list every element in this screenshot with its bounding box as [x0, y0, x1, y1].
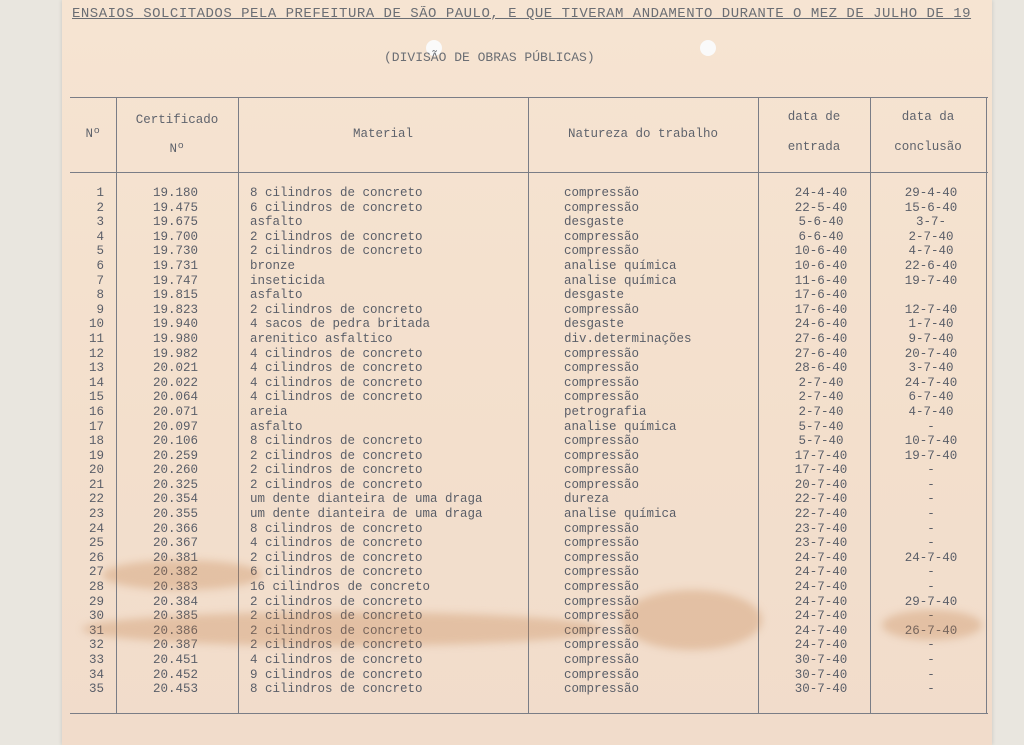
table-row: [70, 376, 988, 391]
conclusion-date: 9-7-40: [908, 331, 954, 346]
material-cell: 4 cilindros de concreto: [250, 375, 423, 390]
nature-cell: compressão: [564, 434, 640, 449]
material-cell: asfalto: [250, 288, 303, 303]
row-number: 16: [88, 404, 104, 419]
entry-date: 24-7-40: [794, 638, 848, 653]
certificate-number: 20.384: [152, 594, 198, 609]
certificate-number: 20.260: [152, 463, 198, 478]
nature-cell: compressão: [564, 667, 640, 682]
material-cell: asfalto: [250, 215, 303, 230]
entry-date: 24-7-40: [794, 550, 848, 565]
row-number: 21: [88, 477, 104, 492]
paper-stain: [622, 590, 762, 650]
nature-cell: compressão: [564, 623, 640, 638]
conclusion-date: 29-7-40: [904, 594, 958, 609]
row-number: 1: [96, 186, 104, 200]
table-row: [70, 332, 988, 347]
table-row: [70, 230, 988, 245]
certificate-number: 20.385: [152, 609, 198, 624]
row-number: 4: [96, 229, 104, 244]
certificate-number: 19.700: [152, 229, 198, 244]
row-number: 9: [96, 302, 104, 317]
table-row: [70, 595, 988, 610]
entry-date: 6-6-40: [798, 229, 844, 244]
material-cell: 4 cilindros de concreto: [250, 346, 423, 361]
material-cell: 4 cilindros de concreto: [250, 361, 423, 376]
conclusion-date: -: [927, 419, 935, 434]
table-row: [70, 507, 988, 522]
certificate-number: 20.451: [152, 653, 198, 667]
nature-cell: compressão: [564, 580, 640, 595]
nature-cell: compressão: [564, 609, 640, 624]
table-row: [70, 478, 988, 493]
nature-cell: compressão: [564, 463, 640, 478]
conclusion-date: -: [927, 521, 935, 536]
row-number: 28: [88, 580, 104, 595]
table-row: [70, 186, 988, 201]
nature-cell: compressão: [564, 229, 640, 244]
column-header-nature: Natureza do trabalho: [567, 127, 719, 141]
table-row: [70, 449, 988, 464]
nature-cell: compressão: [564, 448, 640, 463]
paper-stain: [82, 612, 602, 646]
column-header-no: Nº: [85, 127, 101, 141]
entry-date: 22-7-40: [794, 492, 848, 507]
conclusion-date: 24-7-40: [904, 375, 958, 390]
table-row: [70, 434, 988, 449]
table-row: [70, 259, 988, 274]
conclusion-date: -: [927, 463, 935, 478]
nature-cell: compressão: [564, 638, 640, 653]
nature-cell: dureza: [564, 492, 610, 507]
entry-date: 20-7-40: [794, 477, 848, 492]
material-cell: 8 cilindros de concreto: [250, 682, 423, 697]
table-row: [70, 682, 988, 697]
table-row: [70, 390, 988, 405]
material-cell: 2 cilindros de concreto: [250, 229, 423, 244]
row-number: 25: [88, 536, 104, 551]
entry-date: 10-6-40: [794, 258, 848, 273]
conclusion-date: 10-7-40: [904, 434, 958, 449]
conclusion-date: 6-7-40: [908, 390, 954, 405]
row-number: 10: [88, 317, 104, 332]
punch-hole: [700, 40, 716, 56]
entry-date: 2-7-40: [798, 404, 844, 419]
entry-date: 30-7-40: [794, 667, 848, 682]
conclusion-date: 26-7-40: [904, 623, 958, 638]
entry-date: 17-6-40: [794, 288, 848, 303]
material-cell: 2 cilindros de concreto: [250, 244, 423, 259]
table-row: [70, 274, 988, 289]
row-number: 34: [88, 667, 104, 682]
material-cell: arenitico asfaltico: [250, 331, 393, 346]
material-cell: um dente dianteira de uma draga: [250, 507, 483, 522]
table-row: [70, 492, 988, 507]
nature-cell: compressão: [564, 186, 640, 200]
row-number: 22: [88, 492, 104, 507]
certificate-number: 19.730: [152, 244, 198, 259]
table-row: [70, 215, 988, 230]
entry-date: 17-7-40: [794, 448, 848, 463]
nature-cell: analise química: [564, 507, 677, 522]
conclusion-date: 20-7-40: [904, 346, 958, 361]
certificate-number: 20.021: [152, 361, 198, 376]
document-page: [62, 0, 992, 745]
nature-cell: compressão: [564, 302, 640, 317]
conclusion-date: 4-7-40: [908, 244, 954, 259]
table-row: [70, 317, 988, 332]
certificate-number: 19.747: [152, 273, 198, 288]
certificate-number: 20.354: [152, 492, 198, 507]
material-cell: 6 cilindros de concreto: [250, 200, 423, 215]
certificate-number: 19.180: [152, 186, 198, 200]
table-row: [70, 288, 988, 303]
nature-cell: desgaste: [564, 288, 625, 303]
certificate-number: 20.259: [152, 448, 198, 463]
certificate-number: 20.366: [152, 521, 198, 536]
nature-cell: analise química: [564, 258, 677, 273]
nature-cell: compressão: [564, 682, 640, 697]
entry-date: 30-7-40: [794, 682, 848, 697]
material-cell: 8 cilindros de concreto: [250, 434, 423, 449]
column-header-certificate-no: Nº: [169, 142, 185, 156]
row-number: 5: [96, 244, 104, 259]
certificate-number: 19.980: [152, 331, 198, 346]
entry-date: 24-7-40: [794, 594, 848, 609]
material-cell: 2 cilindros de concreto: [250, 448, 423, 463]
material-cell: um dente dianteira de uma draga: [250, 492, 483, 507]
material-cell: 9 cilindros de concreto: [250, 667, 423, 682]
row-number: 35: [88, 682, 104, 697]
certificate-number: 20.367: [152, 536, 198, 551]
table-row: [70, 361, 988, 376]
entry-date: 5-6-40: [798, 215, 844, 230]
certificate-number: 20.386: [152, 623, 198, 638]
entry-date: 17-6-40: [794, 302, 848, 317]
certificate-number: 19.823: [152, 302, 198, 317]
document-subtitle: (DIVISÃO DE OBRAS PÚBLICAS): [384, 50, 595, 65]
row-number: 8: [96, 288, 104, 303]
entry-date: 24-6-40: [794, 317, 848, 332]
certificate-number: 20.097: [152, 419, 198, 434]
entry-date: 22-7-40: [794, 507, 848, 522]
material-cell: 8 cilindros de concreto: [250, 186, 423, 200]
material-cell: bronze: [250, 258, 296, 273]
table-row: [70, 668, 988, 683]
conclusion-date: 29-4-40: [904, 186, 958, 200]
nature-cell: compressão: [564, 536, 640, 551]
conclusion-date: -: [927, 477, 935, 492]
certificate-number: 20.381: [152, 550, 198, 565]
conclusion-date: 15-6-40: [904, 200, 958, 215]
entry-date: 11-6-40: [794, 273, 848, 288]
row-number: 31: [88, 623, 104, 638]
nature-cell: compressão: [564, 244, 640, 259]
conclusion-date: -: [927, 653, 935, 667]
material-cell: areia: [250, 404, 288, 419]
conclusion-date: 19-7-40: [904, 448, 958, 463]
conclusion-date: -: [927, 638, 935, 653]
entry-date: 27-6-40: [794, 331, 848, 346]
conclusion-date: 19-7-40: [904, 273, 958, 288]
nature-cell: compressão: [564, 521, 640, 536]
row-number: 24: [88, 521, 104, 536]
entry-date: 28-6-40: [794, 361, 848, 376]
certificate-number: 20.064: [152, 390, 198, 405]
paper-stain: [882, 610, 982, 640]
table-row: [70, 347, 988, 362]
row-number: 27: [88, 565, 104, 580]
certificate-number: 19.731: [152, 258, 198, 273]
row-number: 13: [88, 361, 104, 376]
material-cell: 2 cilindros de concreto: [250, 594, 423, 609]
entry-date: 22-5-40: [794, 200, 848, 215]
certificate-number: 20.325: [152, 477, 198, 492]
conclusion-date: 3-7-: [915, 215, 946, 230]
row-number: 3: [96, 215, 104, 230]
row-number: 29: [88, 594, 104, 609]
entry-date: 30-7-40: [794, 653, 848, 667]
row-number: 20: [88, 463, 104, 478]
table-row: [70, 420, 988, 435]
material-cell: 6 cilindros de concreto: [250, 565, 423, 580]
nature-cell: desgaste: [564, 317, 625, 332]
row-number: 11: [88, 331, 104, 346]
conclusion-date: -: [927, 536, 935, 551]
certificate-number: 20.355: [152, 507, 198, 522]
table-row: [70, 303, 988, 318]
entry-date: 17-7-40: [794, 463, 848, 478]
entry-date: 23-7-40: [794, 521, 848, 536]
material-cell: 4 sacos de pedra britada: [250, 317, 431, 332]
column-header-conclusion: data da: [901, 110, 955, 124]
column-header-material: Material: [352, 127, 413, 141]
material-cell: 2 cilindros de concreto: [250, 638, 423, 653]
certificate-number: 19.475: [152, 200, 198, 215]
certificate-number: 20.452: [152, 667, 198, 682]
row-number: 15: [88, 390, 104, 405]
material-cell: 4 cilindros de concreto: [250, 653, 423, 667]
conclusion-date: 1-7-40: [908, 317, 954, 332]
certificate-number: 20.071: [152, 404, 198, 419]
column-header-entry-2: entrada: [787, 140, 841, 154]
nature-cell: petrografia: [564, 404, 647, 419]
entry-date: 24-7-40: [794, 580, 848, 595]
conclusion-date: 12-7-40: [904, 302, 958, 317]
material-cell: 2 cilindros de concreto: [250, 463, 423, 478]
header-divider: [70, 172, 988, 173]
material-cell: asfalto: [250, 419, 303, 434]
nature-cell: div.determinações: [564, 331, 692, 346]
nature-cell: compressão: [564, 361, 640, 376]
entry-date: 24-4-40: [794, 186, 848, 200]
column-header-conclusion-2: conclusão: [894, 140, 962, 154]
certificate-number: 20.106: [152, 434, 198, 449]
certificate-number: 19.815: [152, 288, 198, 303]
document-title: ENSAIOS SOLCITADOS PELA PREFEITURA DE SÃO PAULO, E QUE TIVERAM ANDAMENTO DURANTE O MEZ DE JULHO DE 19: [72, 6, 972, 22]
certificate-number: 19.940: [152, 317, 198, 332]
nature-cell: compressão: [564, 390, 640, 405]
conclusion-date: -: [927, 507, 935, 522]
conclusion-date: -: [927, 609, 935, 624]
entry-date: 5-7-40: [798, 434, 844, 449]
conclusion-date: -: [927, 667, 935, 682]
row-number: 32: [88, 638, 104, 653]
table-row: [70, 463, 988, 478]
row-number: 7: [96, 273, 104, 288]
material-cell: 2 cilindros de concreto: [250, 609, 423, 624]
row-number: 17: [88, 419, 104, 434]
material-cell: 2 cilindros de concreto: [250, 623, 423, 638]
row-number: 19: [88, 448, 104, 463]
row-number: 6: [96, 258, 104, 273]
nature-cell: analise química: [564, 419, 677, 434]
certificate-number: 20.387: [152, 638, 198, 653]
certificate-number: 19.675: [152, 215, 198, 230]
nature-cell: compressão: [564, 200, 640, 215]
nature-cell: compressão: [564, 477, 640, 492]
table-row: [70, 522, 988, 537]
conclusion-date: 4-7-40: [908, 404, 954, 419]
material-cell: 2 cilindros de concreto: [250, 477, 423, 492]
conclusion-date: -: [927, 492, 935, 507]
row-number: 26: [88, 550, 104, 565]
entry-date: 27-6-40: [794, 346, 848, 361]
table-row: [70, 244, 988, 259]
material-cell: 2 cilindros de concreto: [250, 302, 423, 317]
column-header-certificate: Certificado: [135, 113, 219, 127]
material-cell: 2 cilindros de concreto: [250, 550, 423, 565]
nature-cell: compressão: [564, 375, 640, 390]
certificate-number: 19.982: [152, 346, 198, 361]
material-cell: 8 cilindros de concreto: [250, 521, 423, 536]
conclusion-date: -: [927, 565, 935, 580]
entry-date: 24-7-40: [794, 565, 848, 580]
entry-date: 24-7-40: [794, 623, 848, 638]
row-number: 12: [88, 346, 104, 361]
entry-date: 10-6-40: [794, 244, 848, 259]
row-number: 33: [88, 653, 104, 667]
entry-date: 23-7-40: [794, 536, 848, 551]
nature-cell: compressão: [564, 346, 640, 361]
nature-cell: compressão: [564, 565, 640, 580]
nature-cell: compressão: [564, 594, 640, 609]
column-header-entry: data de: [787, 110, 841, 124]
material-cell: 4 cilindros de concreto: [250, 536, 423, 551]
conclusion-date: 24-7-40: [904, 550, 958, 565]
conclusion-date: -: [927, 580, 935, 595]
table-row: [70, 405, 988, 420]
material-cell: 16 cilindros de concreto: [250, 580, 431, 595]
row-number: 2: [96, 200, 104, 215]
table-row: [70, 536, 988, 551]
certificate-number: 20.453: [152, 682, 198, 697]
conclusion-date: 2-7-40: [908, 229, 954, 244]
entry-date: 24-7-40: [794, 609, 848, 624]
row-number: 23: [88, 507, 104, 522]
row-number: 30: [88, 609, 104, 624]
entry-date: 5-7-40: [798, 419, 844, 434]
nature-cell: analise química: [564, 273, 677, 288]
table-row: [70, 653, 988, 668]
paper-stain: [102, 560, 262, 590]
table-row: [70, 201, 988, 216]
certificate-number: 20.382: [152, 565, 198, 580]
certificate-number: 20.383: [152, 580, 198, 595]
nature-cell: compressão: [564, 653, 640, 667]
material-cell: inseticida: [250, 273, 326, 288]
nature-cell: desgaste: [564, 215, 625, 230]
nature-cell: compressão: [564, 550, 640, 565]
certificate-number: 20.022: [152, 375, 198, 390]
row-number: 18: [88, 434, 104, 449]
entry-date: 2-7-40: [798, 375, 844, 390]
conclusion-date: -: [927, 682, 935, 697]
conclusion-date: 3-7-40: [908, 361, 954, 376]
row-number: 14: [88, 375, 104, 390]
entry-date: 2-7-40: [798, 390, 844, 405]
material-cell: 4 cilindros de concreto: [250, 390, 423, 405]
conclusion-date: 22-6-40: [904, 258, 958, 273]
